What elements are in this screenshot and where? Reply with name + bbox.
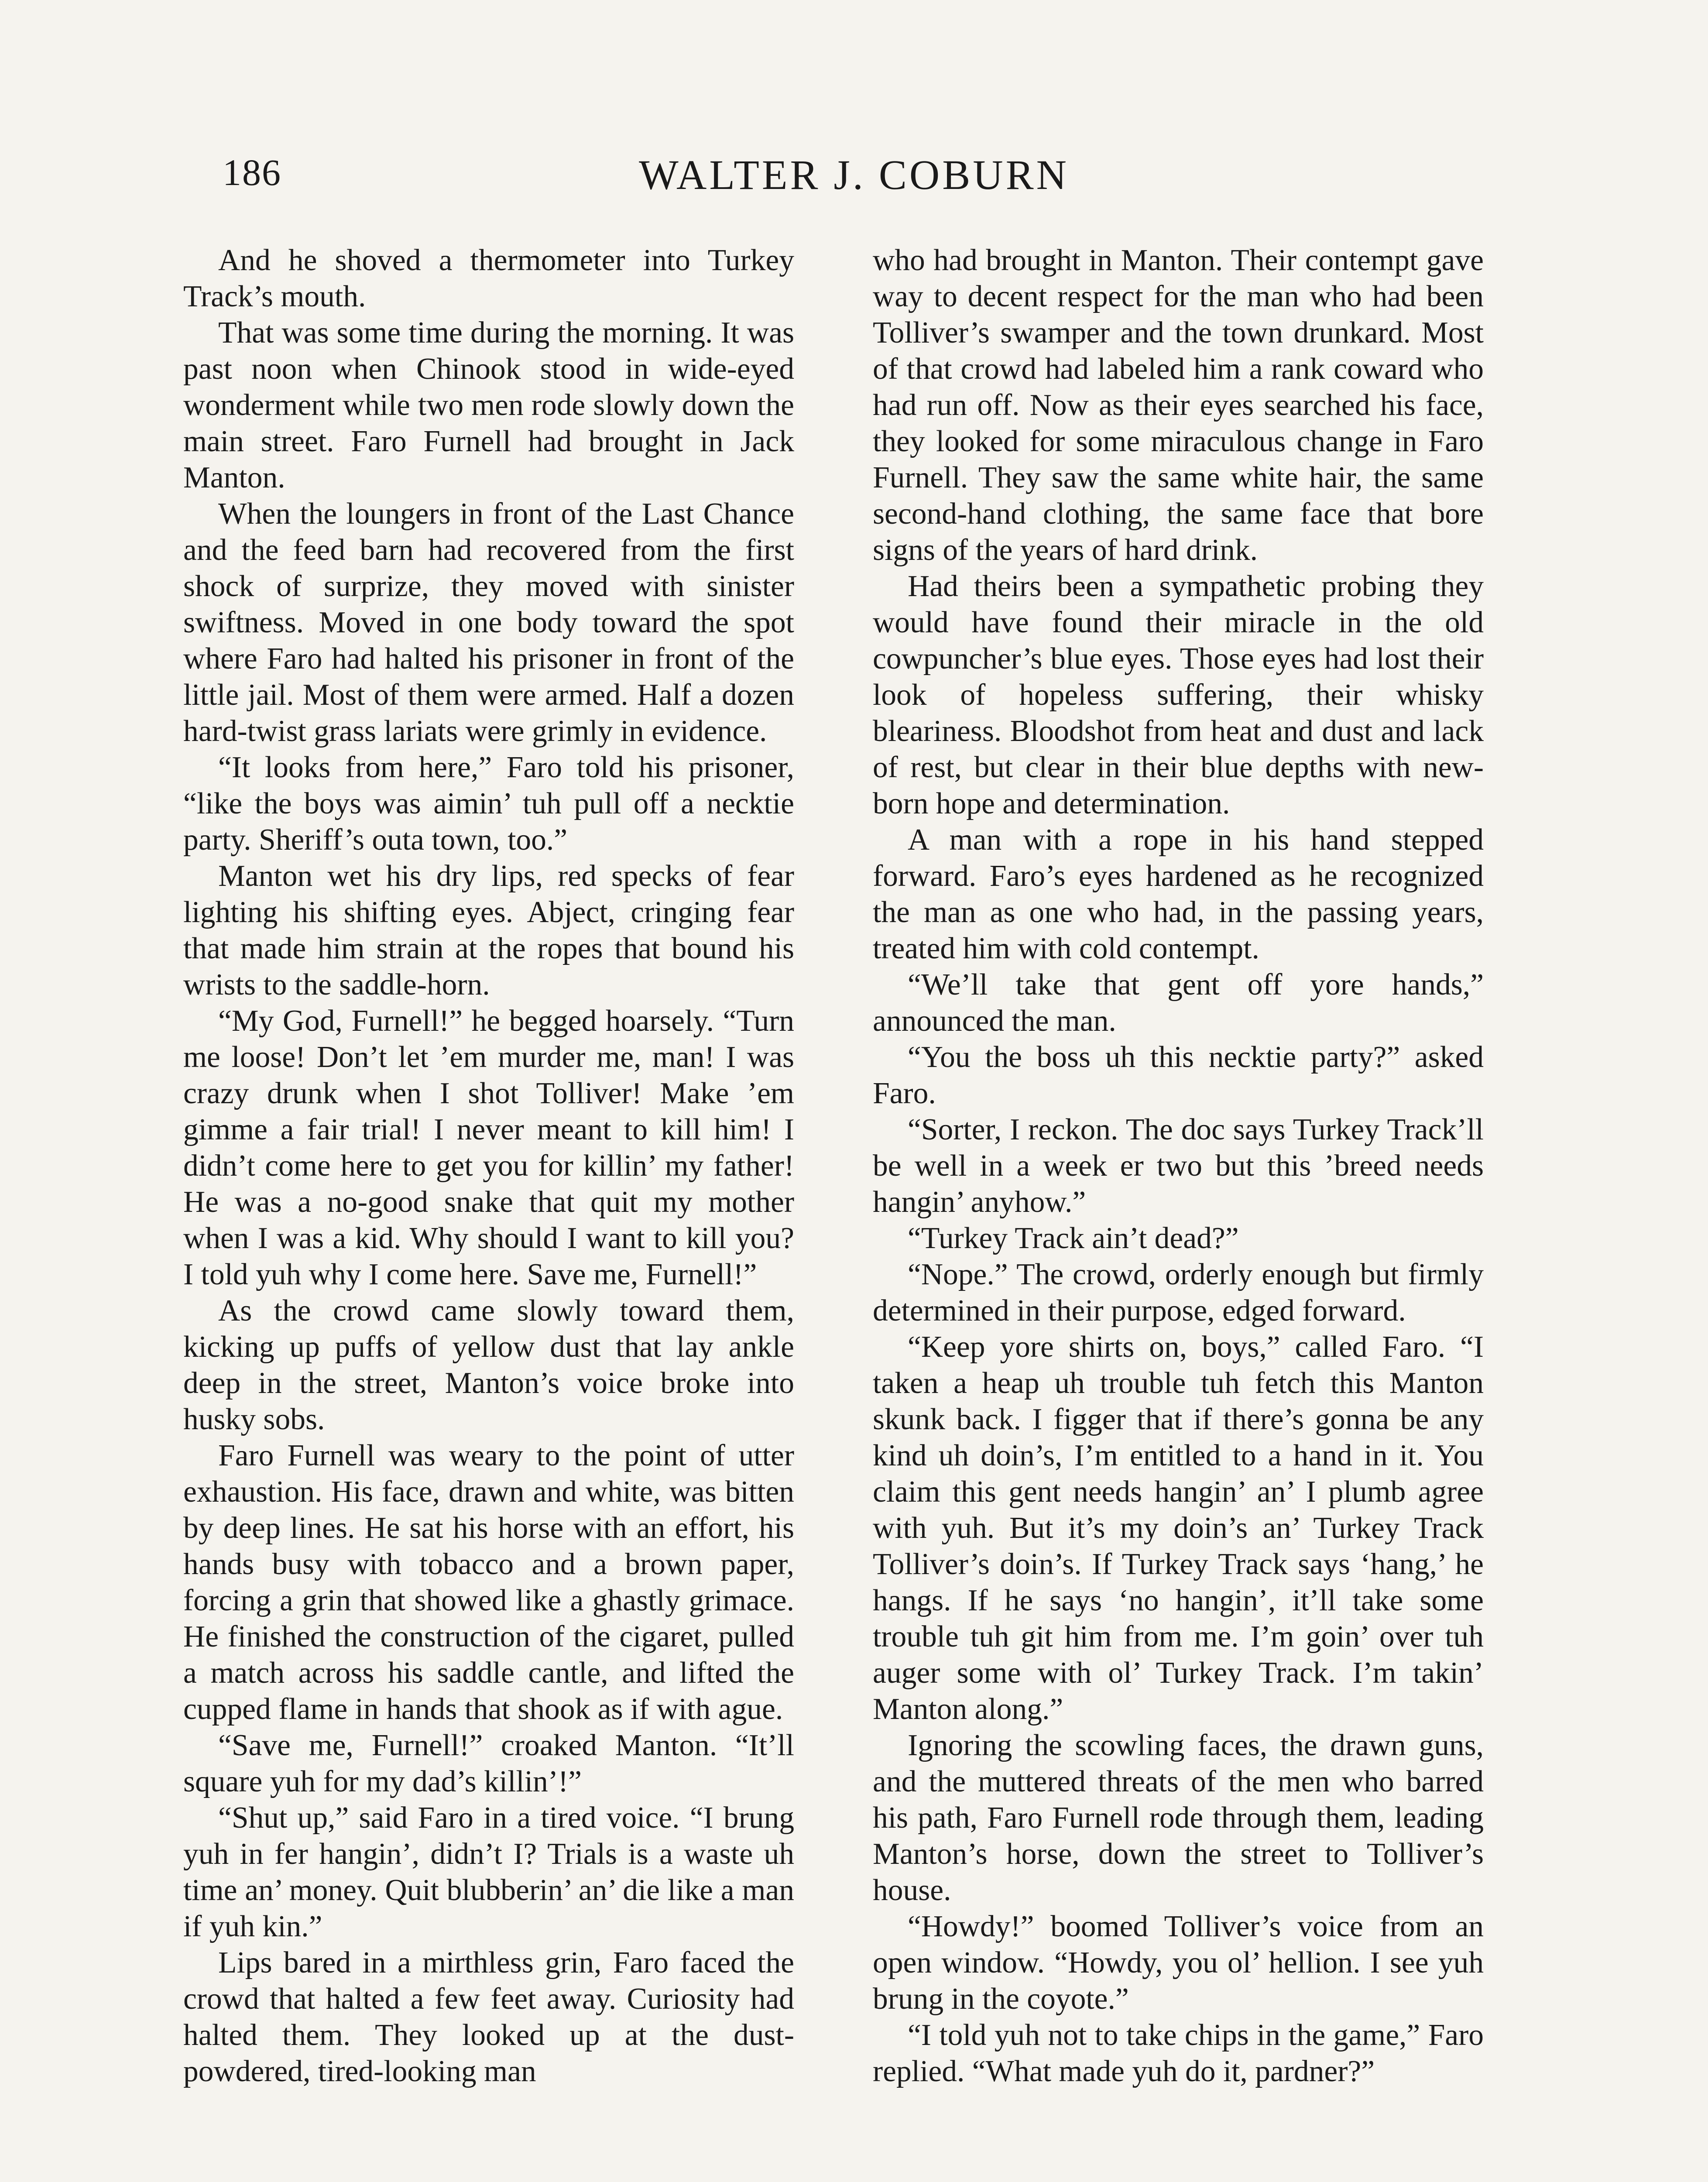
- paragraph: “It looks from here,” Faro told his prisoner, “like the boys was aimin’ tuh pull off a necktie party. Sheriff’s outa town, too.”: [183, 751, 794, 857]
- paragraph: Had theirs been a sympathetic probing they would have found their miracle in the old cowpuncher’s blue eyes. Those eyes had lost their look of hopeless suffering, their whisky bleariness. Bloodshot from heat and dust and lack of rest, but clear in their blue depths with new-born hope and determination.: [873, 570, 1484, 820]
- paragraph: “You the boss uh this necktie party?” asked Faro.: [873, 1040, 1484, 1110]
- paragraph: “Keep yore shirts on, boys,” called Faro. “I taken a heap uh trouble tuh fetch this Manton skunk back. I figger that if there’s gonna be any kind uh doin’s, I’m entitled to a hand in it. You claim this gent needs hangin’ an’ I plumb agree with yuh. But it’s my doin’s an’ Turkey Track Tolliver’s doin’s. If Turkey Track says ‘hang,’ he hangs. If he says ‘no hangin’, it’ll take some trouble tuh git him from me. I’m goin’ over tuh auger some with ol’ Turkey Track. I’m takin’ Manton along.”: [873, 1330, 1484, 1726]
- paragraph: Ignoring the scowling faces, the drawn guns, and the muttered threats of the men who barred his path, Faro Furnell rode through them, leading Manton’s horse, down the street to Tolliver’s house.: [873, 1729, 1484, 1907]
- paragraph: “My God, Furnell!” he begged hoarsely. “Turn me loose! Don’t let ’em murder me, man! I was crazy drunk when I shot Tolliver! Make ’em gimme a fair trial! I never meant to kill him! I didn’t come here to get you for killin’ my father! He was a no-good snake that quit my mother when I was a kid. Why should I want to kill you? I told yuh why I come here. Save me, Furnell!”: [183, 1004, 794, 1291]
- paragraph: “Turkey Track ain’t dead?”: [908, 1221, 1239, 1255]
- paragraph: When the loungers in front of the Last Chance and the feed barn had recovered from the first shock of surprize, they moved with sinister swiftness. Moved in one body toward the spot where Faro had halted his prisoner in front of the little jail. Most of them were armed. Half a dozen hard-twist grass lariats were grimly in evidence.: [183, 497, 794, 748]
- paragraph: And he shoved a thermometer into Turkey Track’s mouth.: [183, 244, 794, 313]
- paragraph: Faro Furnell was weary to the point of utter exhaustion. His face, drawn and white, was bitten by deep lines. He sat his horse with an effort, his hands busy with tobacco and a brown paper, forcing a grin that showed like a ghastly grimace. He finished the construction of the cigaret, pulled a match across his saddle cantle, and lifted the cupped flame in hands that shook as if with ague.: [183, 1439, 794, 1726]
- paragraph: That was some time during the morning. It was past noon when Chinook stood in wide-eyed wonderment while two men rode slowly down the main street. Faro Furnell had brought in Jack Manton.: [183, 316, 794, 494]
- paragraph: “Shut up,” said Faro in a tired voice. “I brung yuh in fer hangin’, didn’t I? Trials is a waste uh time an’ money. Quit blubberin’ an’ die like a man if yuh kin.”: [183, 1801, 794, 1943]
- paragraph: “I told yuh not to take chips in the game,” Faro replied. “What made yuh do it, pardner?”: [873, 2018, 1484, 2088]
- paragraph: “Sorter, I reckon. The doc says Turkey Track’ll be well in a week er two but this ’breed needs hangin’ anyhow.”: [873, 1113, 1484, 1219]
- paragraph: Manton wet his dry lips, red specks of fear lighting his shifting eyes. Abject, cringing fear that made him strain at the ropes that bound his wrists to the saddle-horn.: [183, 859, 794, 1002]
- right-column: [873, 242, 1484, 2089]
- left-column: [183, 242, 794, 2089]
- paragraph: As the crowd came slowly toward them, kicking up puffs of yellow dust that lay ankle deep in the street, Manton’s voice broke into husky sobs.: [183, 1294, 794, 1436]
- page-number: 186: [223, 151, 281, 193]
- paragraph: “We’ll take that gent off yore hands,” announced the man.: [873, 968, 1484, 1038]
- paragraph-continuation: who had brought in Manton. Their contempt gave way to decent respect for the man who had been Tolliver’s swamper and the town drunkard. Most of that crowd had labeled him a rank coward who had run off. Now as their eyes searched his face, they looked for some miraculous change in Faro Furnell. They saw the same white hair, the same second-hand clothing, the same face that bore signs of the years of hard drink.: [873, 244, 1484, 567]
- paragraph: Lips bared in a mirthless grin, Faro faced the crowd that halted a few feet away. Curiosity had halted them. They looked up at the dust-powdered, tired-looking man: [183, 1946, 794, 2088]
- paragraph: “Howdy!” boomed Tolliver’s voice from an open window. “Howdy, you ol’ hellion. I see yuh brung in the coyote.”: [873, 1910, 1484, 2016]
- running-head: WALTER J. COBURN: [639, 151, 1069, 198]
- paragraph: “Save me, Furnell!” croaked Manton. “It’ll square yuh for my dad’s killin’!”: [183, 1729, 794, 1798]
- paragraph: “Nope.” The crowd, orderly enough but firmly determined in their purpose, edged forward.: [873, 1258, 1484, 1328]
- paragraph: A man with a rope in his hand stepped forward. Faro’s eyes hardened as he recognized the man as one who had, in the passing years, treated him with cold contempt.: [873, 823, 1484, 965]
